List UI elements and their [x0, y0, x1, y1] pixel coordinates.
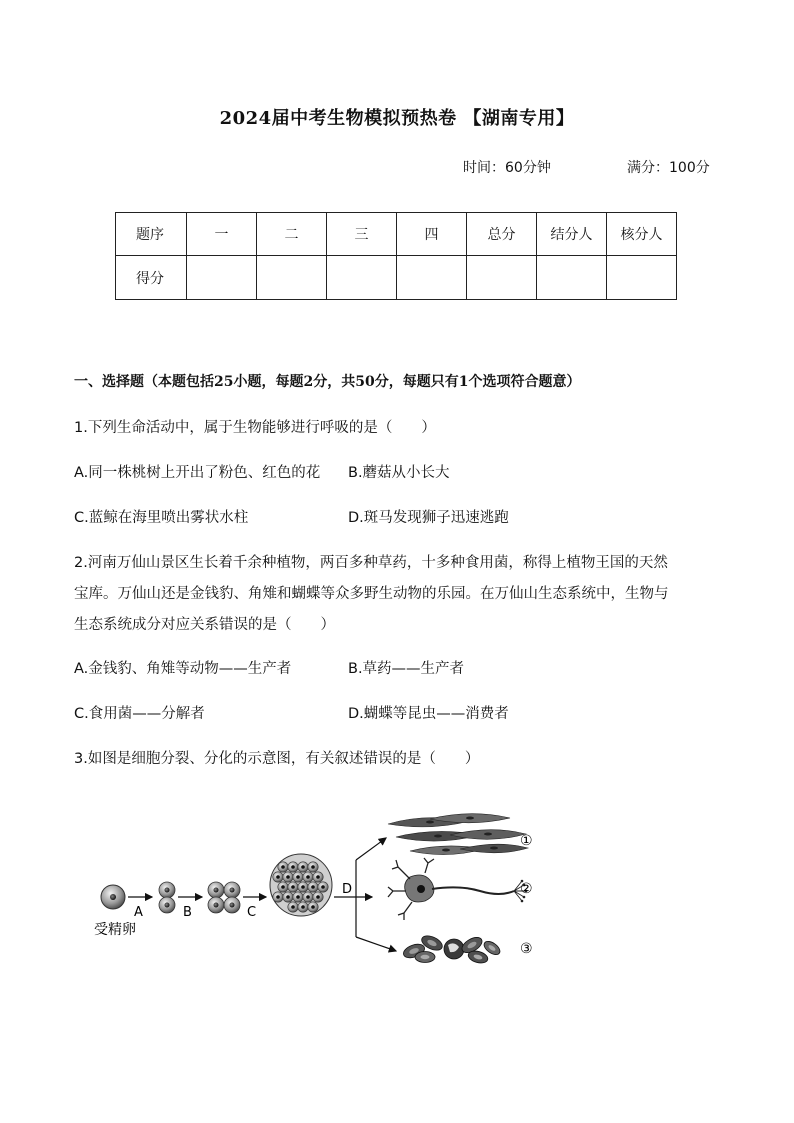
cluster-cell-nucleus — [276, 875, 280, 879]
cluster-cell-nucleus — [316, 895, 320, 899]
cell-division-diagram — [80, 805, 560, 980]
cluster-cell-nucleus — [306, 875, 310, 879]
score-input-cell[interactable] — [327, 256, 397, 300]
question-1-option-b[interactable]: B.蘑菇从小长大 — [348, 465, 450, 481]
score-table-cell: 三 — [327, 213, 397, 256]
egg-label: 受精卵 — [94, 922, 136, 938]
four-cell-stage — [208, 882, 240, 913]
question-1-stem: 1.下列生命活动中，属于生物能够进行呼吸的是（ ） — [74, 420, 436, 436]
branch-arrow-1 — [356, 838, 386, 860]
cluster-cell-nucleus — [296, 875, 300, 879]
question-1-option-d[interactable]: D.斑马发现狮子迅速逃跑 — [348, 510, 509, 526]
question-2-option-c[interactable]: C.食用菌——分解者 — [74, 706, 205, 722]
neuron-cell — [388, 858, 527, 920]
score-table-header-row — [116, 213, 677, 256]
muscle-cells — [388, 814, 528, 855]
marker-1: ① — [520, 833, 533, 849]
page-title: 2024届中考生物模拟预热卷 【湖南专用】 — [219, 108, 575, 129]
cluster-cell-nucleus — [311, 865, 315, 869]
arrow-b-label: B — [183, 905, 192, 920]
question-1-option-a[interactable]: A.同一株桃树上开出了粉色、红色的花 — [74, 465, 321, 481]
cell-cluster — [270, 854, 332, 916]
marker-2: ② — [520, 881, 533, 897]
blood-cells — [402, 933, 503, 965]
cluster-cell-nucleus — [311, 885, 315, 889]
branch-arrow-3 — [356, 937, 396, 951]
score-table-cell: 二 — [257, 213, 327, 256]
question-2-option-a[interactable]: A.金钱豹、角雉等动物——生产者 — [74, 661, 292, 677]
cluster-cell-nucleus — [276, 895, 280, 899]
question-3-stem: 3.如图是细胞分裂、分化的示意图，有关叙述错误的是（ ） — [74, 751, 480, 767]
cluster-cell-nucleus — [316, 875, 320, 879]
cluster-cell-nucleus — [281, 885, 285, 889]
cluster-cell-nucleus — [321, 885, 325, 889]
score-table-cell: 总分 — [467, 213, 537, 256]
question-2-stem-line: 生态系统成分对应关系错误的是（ ） — [74, 617, 335, 633]
cluster-cell-nucleus — [281, 865, 285, 869]
cluster-cell-nucleus — [291, 905, 295, 909]
score-input-cell[interactable] — [537, 256, 607, 300]
score-table-cell: 结分人 — [537, 213, 607, 256]
score-table-cell: 四 — [397, 213, 467, 256]
score-table — [115, 212, 677, 300]
full-score: 满分：100分 — [627, 160, 710, 176]
question-2-stem-line: 2.河南万仙山景区生长着千余种植物，两百多种草药，十多种食用菌，称得上植物王国的天然 — [74, 555, 668, 571]
score-table-cell: 题序 — [116, 213, 187, 256]
score-input-cell[interactable] — [187, 256, 257, 300]
cluster-cell-nucleus — [301, 905, 305, 909]
score-input-cell[interactable] — [257, 256, 327, 300]
question-2-stem-line: 宝库。万仙山还是金钱豹、角雉和蝴蝶等众多野生动物的乐园。在万仙山生态系统中，生物与 — [74, 586, 669, 602]
two-cell-stage — [159, 882, 175, 913]
marker-3: ③ — [520, 941, 533, 957]
score-input-cell[interactable] — [467, 256, 537, 300]
score-input-cell[interactable] — [607, 256, 677, 300]
cluster-cell-nucleus — [311, 905, 315, 909]
cluster-cell-nucleus — [296, 895, 300, 899]
arrow-a-label: A — [134, 905, 143, 920]
cluster-cell-nucleus — [286, 875, 290, 879]
score-input-cell[interactable] — [397, 256, 467, 300]
cluster-cell-nucleus — [301, 885, 305, 889]
exam-time: 时间：60分钟 — [463, 160, 551, 176]
score-table-cell: 得分 — [116, 256, 187, 300]
question-1-option-c[interactable]: C.蓝鲸在海里喷出雾状水柱 — [74, 510, 249, 526]
question-2-option-b[interactable]: B.草药——生产者 — [348, 661, 465, 677]
question-2-option-d[interactable]: D.蝴蝶等昆虫——消费者 — [348, 706, 509, 722]
section-heading: 一、选择题（本题包括25小题，每题2分，共50分，每题只有1个选项符合题意） — [74, 374, 581, 390]
cluster-cell-nucleus — [286, 895, 290, 899]
cluster-cell-nucleus — [291, 865, 295, 869]
score-table-score-row — [116, 256, 677, 300]
fertilized-egg — [101, 885, 125, 909]
arrow-c-label: C — [247, 905, 257, 920]
cluster-cell-nucleus — [291, 885, 295, 889]
score-table-cell: 一 — [187, 213, 257, 256]
cluster-cell-nucleus — [306, 895, 310, 899]
score-table-cell: 核分人 — [607, 213, 677, 256]
cluster-cell-nucleus — [301, 865, 305, 869]
arrow-d-label: D — [342, 882, 353, 897]
